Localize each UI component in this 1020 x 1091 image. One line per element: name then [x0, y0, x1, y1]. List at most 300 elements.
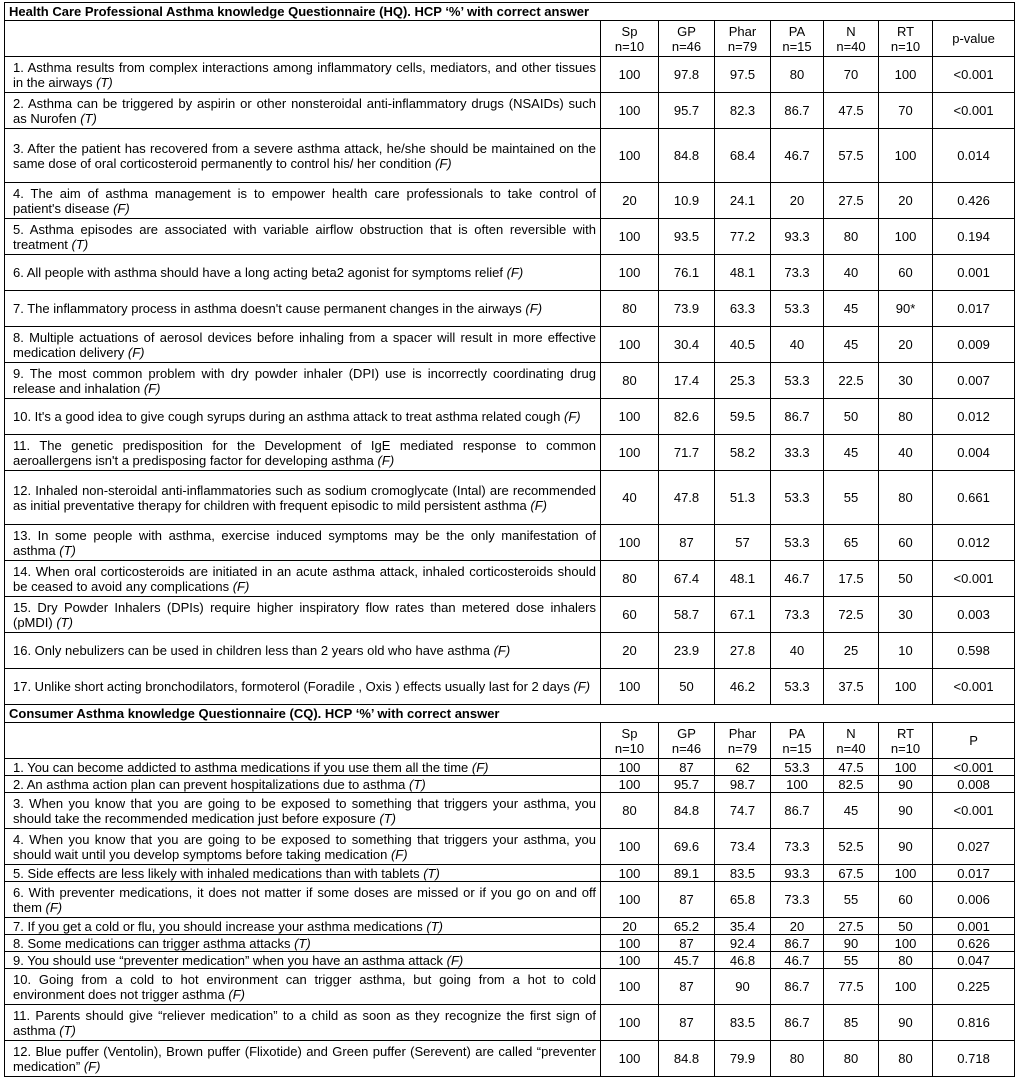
percent-cell: 97.8 — [659, 57, 715, 93]
answer-key: (F) — [471, 759, 489, 775]
percent-cell: 45 — [824, 327, 879, 363]
percent-cell: 55 — [824, 471, 879, 525]
p-value-cell: 0.661 — [933, 471, 1015, 525]
percent-cell: 87 — [659, 1005, 715, 1041]
column-header-name: Phar — [728, 23, 757, 39]
percent-cell: 10.9 — [659, 183, 715, 219]
percent-cell: 58.7 — [659, 597, 715, 633]
question-cell — [5, 93, 601, 129]
table-row — [5, 183, 1015, 219]
percent-cell: 20 — [771, 183, 824, 219]
question-cell — [5, 882, 601, 918]
percent-cell: 100 — [879, 865, 933, 882]
column-header — [659, 21, 715, 57]
percent-cell: 82.5 — [824, 776, 879, 793]
column-header-name: GP — [677, 725, 696, 741]
percent-cell: 27.5 — [824, 918, 879, 935]
percent-cell: 20 — [771, 918, 824, 935]
answer-key: (T) — [59, 1022, 76, 1038]
percent-cell: 20 — [601, 918, 659, 935]
question-text: 16. Only nebulizers can be used in children less than 2 years old who have asthma — [13, 643, 490, 658]
question-text: 9. You should use “preventer medication” when you have an asthma attack — [13, 952, 443, 968]
percent-cell: 95.7 — [659, 776, 715, 793]
question-text: 14. When oral corticosteroids are initiated in an acute asthma attack, inhaled corticosteroids should be ceased to avoid any complications — [13, 563, 596, 594]
percent-cell: 80 — [771, 57, 824, 93]
column-header-name: PA — [788, 725, 806, 741]
percent-cell: 87 — [659, 882, 715, 918]
percent-cell: 67.5 — [824, 865, 879, 882]
percent-cell: 79.9 — [715, 1041, 771, 1077]
percent-cell: 87 — [659, 969, 715, 1005]
question-text: 3. When you know that you are going to be exposed to something that triggers your asthma, you should take the recommended medication just before exposure — [13, 795, 596, 826]
answer-key: (T) — [426, 918, 443, 934]
answer-key: (T) — [71, 236, 89, 252]
percent-cell: 87 — [659, 935, 715, 952]
percent-cell: 45 — [824, 435, 879, 471]
percent-cell: 80 — [879, 399, 933, 435]
percent-cell: 20 — [601, 633, 659, 669]
p-value-cell: <0.001 — [933, 561, 1015, 597]
percent-cell: 80 — [824, 1041, 879, 1077]
percent-cell: 97.5 — [715, 57, 771, 93]
percent-cell: 100 — [879, 129, 933, 183]
column-header-count: n=15 — [782, 740, 812, 756]
percent-cell: 80 — [879, 952, 933, 969]
question-text: 6. With preventer medications, it does not matter if some doses are missed or if you go on and off them — [13, 884, 596, 915]
answer-key: (F) — [530, 497, 547, 513]
p-value-cell: 0.017 — [933, 865, 1015, 882]
table-body — [5, 3, 1015, 1077]
column-header-count: n=15 — [782, 38, 812, 54]
column-header-pvalue: p-value — [933, 21, 1015, 57]
answer-key: (F) — [390, 846, 408, 862]
answer-key: (T) — [56, 614, 73, 630]
column-header — [879, 723, 933, 759]
column-header-count: n=10 — [890, 740, 921, 756]
percent-cell: 51.3 — [715, 471, 771, 525]
percent-cell: 53.3 — [771, 471, 824, 525]
percent-cell: 100 — [601, 829, 659, 865]
percent-cell: 68.4 — [715, 129, 771, 183]
cq-section-title: Consumer Asthma knowledge Questionnaire (CQ). HCP ‘%’ with correct answer — [5, 705, 1015, 723]
percent-cell: 100 — [601, 759, 659, 776]
answer-key: (F) — [143, 380, 161, 396]
column-header-name: PA — [788, 23, 806, 39]
table-row — [5, 935, 1015, 952]
percent-cell: 52.5 — [824, 829, 879, 865]
percent-cell: 58.2 — [715, 435, 771, 471]
column-header — [601, 723, 659, 759]
answer-key: (F) — [113, 200, 130, 216]
percent-cell: 60 — [601, 597, 659, 633]
percent-cell: 100 — [601, 129, 659, 183]
percent-cell: 84.8 — [659, 129, 715, 183]
cq-section-header-row — [5, 723, 1015, 759]
percent-cell: 53.3 — [771, 669, 824, 705]
column-header-count: n=40 — [836, 740, 866, 756]
column-header — [715, 723, 771, 759]
question-text: 12. Blue puffer (Ventolin), Brown puffer (Flixotide) and Green puffer (Serevent) are called “preventer medication” — [13, 1043, 596, 1074]
table-row — [5, 129, 1015, 183]
column-header-count: n=46 — [671, 740, 702, 756]
table-row — [5, 918, 1015, 935]
percent-cell: 86.7 — [771, 969, 824, 1005]
column-header-count: n=46 — [671, 38, 702, 54]
table-row — [5, 882, 1015, 918]
percent-cell: 77.2 — [715, 219, 771, 255]
percent-cell: 90 — [824, 935, 879, 952]
percent-cell: 40 — [771, 327, 824, 363]
column-header — [601, 21, 659, 57]
answer-key: (T) — [59, 542, 76, 558]
percent-cell: 27.8 — [715, 633, 771, 669]
percent-cell: 90* — [879, 291, 933, 327]
percent-cell: 73.3 — [771, 882, 824, 918]
column-header-name: N — [846, 23, 856, 39]
answer-key: (F) — [228, 986, 245, 1002]
percent-cell: 53.3 — [771, 759, 824, 776]
percent-cell: 87 — [659, 759, 715, 776]
percent-cell: 47.8 — [659, 471, 715, 525]
answer-key: (F) — [83, 1058, 101, 1074]
column-header — [879, 21, 933, 57]
answer-key: (F) — [573, 679, 591, 694]
percent-cell: 40 — [824, 255, 879, 291]
table-row — [5, 435, 1015, 471]
p-value-cell: <0.001 — [933, 793, 1015, 829]
question-text: 4. When you know that you are going to be exposed to something that triggers your asthma, you should wait until you develop symptoms before taking medication — [13, 831, 596, 862]
question-cell — [5, 829, 601, 865]
table-row — [5, 952, 1015, 969]
percent-cell: 69.6 — [659, 829, 715, 865]
percent-cell: 70 — [879, 93, 933, 129]
p-value-cell: <0.001 — [933, 57, 1015, 93]
question-cell — [5, 129, 601, 183]
p-value-cell: 0.626 — [933, 935, 1015, 952]
percent-cell: 90 — [879, 776, 933, 793]
percent-cell: 45 — [824, 793, 879, 829]
percent-cell: 100 — [601, 952, 659, 969]
p-value-cell: 0.003 — [933, 597, 1015, 633]
percent-cell: 80 — [824, 219, 879, 255]
column-header-name: RT — [896, 725, 915, 741]
percent-cell: 93.3 — [771, 219, 824, 255]
percent-cell: 82.6 — [659, 399, 715, 435]
percent-cell: 20 — [879, 327, 933, 363]
percent-cell: 82.3 — [715, 93, 771, 129]
question-cell — [5, 597, 601, 633]
percent-cell: 100 — [879, 57, 933, 93]
percent-cell: 100 — [601, 435, 659, 471]
table-row — [5, 399, 1015, 435]
percent-cell: 65.8 — [715, 882, 771, 918]
table-row — [5, 829, 1015, 865]
percent-cell: 20 — [601, 183, 659, 219]
results-table-container — [4, 2, 1014, 1077]
p-value-cell: 0.008 — [933, 776, 1015, 793]
percent-cell: 100 — [771, 776, 824, 793]
percent-cell: 73.9 — [659, 291, 715, 327]
answer-key: (F) — [435, 155, 452, 171]
answer-key: (F) — [127, 344, 145, 360]
percent-cell: 84.8 — [659, 1041, 715, 1077]
answer-key: (F) — [446, 952, 464, 968]
question-cell — [5, 183, 601, 219]
percent-cell: 89.1 — [659, 865, 715, 882]
percent-cell: 25 — [824, 633, 879, 669]
column-header-name: RT — [896, 23, 915, 39]
percent-cell: 72.5 — [824, 597, 879, 633]
question-text: 9. The most common problem with dry powder inhaler (DPI) use is incorrectly coordinating drug release and inhalation — [13, 365, 596, 396]
p-value-cell: 0.001 — [933, 918, 1015, 935]
percent-cell: 77.5 — [824, 969, 879, 1005]
question-text: 11. Parents should give “reliever medication” to a child as soon as they recognize the first sign of asthma — [13, 1007, 596, 1038]
percent-cell: 90 — [715, 969, 771, 1005]
answer-key: (T) — [96, 74, 113, 90]
table-row — [5, 669, 1015, 705]
column-header-count: n=10 — [614, 740, 645, 756]
question-text: 12. Inhaled non-steroidal anti-inflammatories such as sodium cromoglycate (Intal) are recommended as initial preventative therapy for children with frequent episodic to mild persistent asthma — [13, 482, 596, 513]
percent-cell: 86.7 — [771, 399, 824, 435]
percent-cell: 40 — [771, 633, 824, 669]
table-row — [5, 363, 1015, 399]
percent-cell: 100 — [601, 935, 659, 952]
column-header-name: Phar — [728, 725, 757, 741]
percent-cell: 62 — [715, 759, 771, 776]
question-cell — [5, 1041, 601, 1077]
table-row — [5, 219, 1015, 255]
column-header-count: n=79 — [727, 38, 758, 54]
percent-cell: 100 — [879, 759, 933, 776]
answer-key: (F) — [493, 643, 511, 658]
percent-cell: 50 — [879, 561, 933, 597]
table-row — [5, 633, 1015, 669]
percent-cell: 70 — [824, 57, 879, 93]
table-row — [5, 327, 1015, 363]
percent-cell: 40 — [601, 471, 659, 525]
percent-cell: 46.7 — [771, 129, 824, 183]
percent-cell: 60 — [879, 525, 933, 561]
percent-cell: 74.7 — [715, 793, 771, 829]
percent-cell: 65 — [824, 525, 879, 561]
p-value-cell: 0.014 — [933, 129, 1015, 183]
question-text: 4. The aim of asthma management is to empower health care professionals to take control of patient's disease — [13, 185, 596, 216]
question-cell — [5, 969, 601, 1005]
percent-cell: 80 — [879, 1041, 933, 1077]
column-header-name: N — [846, 725, 856, 741]
p-value-cell: <0.001 — [933, 759, 1015, 776]
header-blank-cell — [5, 723, 601, 759]
table-row — [5, 561, 1015, 597]
hq-section-title-row — [5, 3, 1015, 21]
question-text: 17. Unlike short acting bronchodilators, formoterol (Foradile , Oxis ) effects usually last for 2 days — [13, 679, 570, 694]
questionnaire-table — [4, 2, 1015, 1077]
percent-cell: 90 — [879, 793, 933, 829]
table-row — [5, 1005, 1015, 1041]
question-text: 7. The inflammatory process in asthma doesn't cause permanent changes in the airways — [13, 301, 522, 316]
question-cell — [5, 219, 601, 255]
question-cell — [5, 327, 601, 363]
percent-cell: 73.4 — [715, 829, 771, 865]
column-header — [715, 21, 771, 57]
percent-cell: 60 — [879, 255, 933, 291]
p-value-cell: 0.007 — [933, 363, 1015, 399]
answer-key: (T) — [294, 935, 311, 951]
percent-cell: 57.5 — [824, 129, 879, 183]
percent-cell: 48.1 — [715, 255, 771, 291]
question-cell — [5, 776, 601, 793]
percent-cell: 63.3 — [715, 291, 771, 327]
percent-cell: 98.7 — [715, 776, 771, 793]
answer-key: (T) — [379, 810, 397, 826]
percent-cell: 59.5 — [715, 399, 771, 435]
question-cell — [5, 255, 601, 291]
percent-cell: 17.5 — [824, 561, 879, 597]
percent-cell: 100 — [601, 93, 659, 129]
percent-cell: 73.3 — [771, 829, 824, 865]
question-cell — [5, 669, 601, 705]
percent-cell: 84.8 — [659, 793, 715, 829]
percent-cell: 55 — [824, 882, 879, 918]
percent-cell: 100 — [601, 57, 659, 93]
percent-cell: 46.2 — [715, 669, 771, 705]
question-text: 8. Multiple actuations of aerosol devices before inhaling from a spacer will result in more effective medication delivery — [13, 329, 596, 360]
percent-cell: 23.9 — [659, 633, 715, 669]
p-value-cell: 0.027 — [933, 829, 1015, 865]
percent-cell: 33.3 — [771, 435, 824, 471]
column-header-count: n=79 — [727, 740, 758, 756]
question-cell — [5, 291, 601, 327]
p-value-cell: 0.009 — [933, 327, 1015, 363]
question-text: 5. Side effects are less likely with inhaled medications than with tablets — [13, 865, 420, 881]
column-header — [824, 723, 879, 759]
percent-cell: 100 — [879, 219, 933, 255]
percent-cell: 100 — [601, 969, 659, 1005]
table-row — [5, 969, 1015, 1005]
question-cell — [5, 759, 601, 776]
column-header-pvalue: P — [933, 723, 1015, 759]
column-header-name: GP — [677, 23, 696, 39]
p-value-cell: <0.001 — [933, 93, 1015, 129]
p-value-cell: 0.047 — [933, 952, 1015, 969]
percent-cell: 90 — [879, 1005, 933, 1041]
column-header-count: n=10 — [890, 38, 921, 54]
percent-cell: 100 — [601, 1005, 659, 1041]
question-cell — [5, 793, 601, 829]
table-row — [5, 471, 1015, 525]
cq-section-title-row — [5, 705, 1015, 723]
question-text: 6. All people with asthma should have a long acting beta2 agonist for symptoms relief — [13, 265, 503, 280]
answer-key: (F) — [232, 578, 250, 594]
percent-cell: 95.7 — [659, 93, 715, 129]
percent-cell: 30 — [879, 363, 933, 399]
percent-cell: 93.5 — [659, 219, 715, 255]
question-text: 1. You can become addicted to asthma medications if you use them all the time — [13, 759, 469, 775]
hq-section-title: Health Care Professional Asthma knowledge Questionnaire (HQ). HCP ‘%’ with correct answer — [5, 3, 1015, 21]
percent-cell: 100 — [601, 1041, 659, 1077]
percent-cell: 80 — [601, 363, 659, 399]
answer-key: (F) — [506, 265, 524, 280]
percent-cell: 86.7 — [771, 793, 824, 829]
question-text: 1. Asthma results from complex interactions among inflammatory cells, mediators, and other tissues in the airways — [13, 59, 596, 90]
p-value-cell: 0.718 — [933, 1041, 1015, 1077]
percent-cell: 53.3 — [771, 363, 824, 399]
percent-cell: 67.1 — [715, 597, 771, 633]
percent-cell: 20 — [879, 183, 933, 219]
question-cell — [5, 865, 601, 882]
percent-cell: 45 — [824, 291, 879, 327]
percent-cell: 100 — [879, 669, 933, 705]
percent-cell: 53.3 — [771, 291, 824, 327]
percent-cell: 17.4 — [659, 363, 715, 399]
question-cell — [5, 935, 601, 952]
percent-cell: 86.7 — [771, 93, 824, 129]
table-row — [5, 57, 1015, 93]
table-row — [5, 597, 1015, 633]
percent-cell: 92.4 — [715, 935, 771, 952]
question-cell — [5, 363, 601, 399]
percent-cell: 90 — [879, 829, 933, 865]
percent-cell: 46.7 — [771, 561, 824, 597]
percent-cell: 86.7 — [771, 935, 824, 952]
percent-cell: 86.7 — [771, 1005, 824, 1041]
percent-cell: 76.1 — [659, 255, 715, 291]
question-cell — [5, 633, 601, 669]
percent-cell: 100 — [601, 865, 659, 882]
question-cell — [5, 399, 601, 435]
percent-cell: 47.5 — [824, 759, 879, 776]
percent-cell: 80 — [601, 793, 659, 829]
answer-key: (T) — [80, 110, 97, 126]
p-value-cell: 0.225 — [933, 969, 1015, 1005]
percent-cell: 65.2 — [659, 918, 715, 935]
question-cell — [5, 561, 601, 597]
hq-section-header-row — [5, 21, 1015, 57]
percent-cell: 46.7 — [771, 952, 824, 969]
question-text: 10. It's a good idea to give cough syrups during an asthma attack to treat asthma related cough — [13, 409, 561, 424]
percent-cell: 22.5 — [824, 363, 879, 399]
table-row — [5, 525, 1015, 561]
table-row — [5, 255, 1015, 291]
percent-cell: 27.5 — [824, 183, 879, 219]
percent-cell: 40 — [879, 435, 933, 471]
column-header — [659, 723, 715, 759]
column-header-count: n=10 — [614, 38, 645, 54]
question-text: 10. Going from a cold to hot environment can trigger asthma, but going from a hot to cold environment does not trigger asthma — [13, 971, 596, 1002]
p-value-cell: 0.194 — [933, 219, 1015, 255]
percent-cell: 100 — [601, 327, 659, 363]
p-value-cell: 0.426 — [933, 183, 1015, 219]
percent-cell: 100 — [601, 882, 659, 918]
percent-cell: 50 — [879, 918, 933, 935]
question-cell — [5, 471, 601, 525]
percent-cell: 100 — [879, 935, 933, 952]
percent-cell: 93.3 — [771, 865, 824, 882]
question-cell — [5, 952, 601, 969]
percent-cell: 55 — [824, 952, 879, 969]
percent-cell: 80 — [879, 471, 933, 525]
p-value-cell: 0.017 — [933, 291, 1015, 327]
column-header-count: n=40 — [836, 38, 866, 54]
question-cell — [5, 525, 601, 561]
answer-key: (F) — [525, 301, 543, 316]
percent-cell: 53.3 — [771, 525, 824, 561]
question-cell — [5, 1005, 601, 1041]
percent-cell: 80 — [601, 291, 659, 327]
header-blank-cell — [5, 21, 601, 57]
p-value-cell: 0.816 — [933, 1005, 1015, 1041]
percent-cell: 30 — [879, 597, 933, 633]
